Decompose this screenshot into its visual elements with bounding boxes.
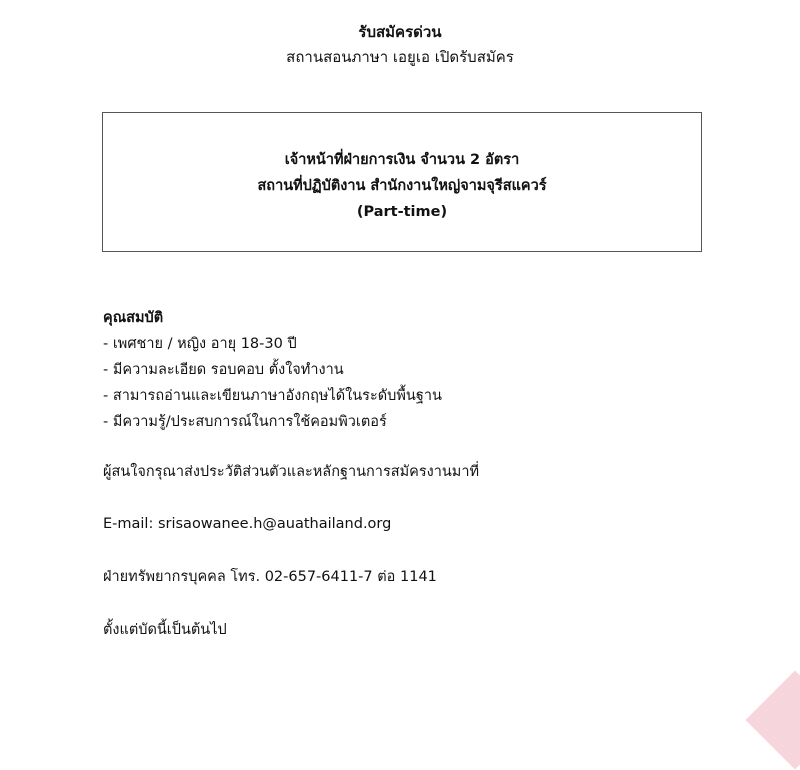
position-box bbox=[102, 112, 702, 252]
employment-type: (Part-time) bbox=[356, 204, 448, 220]
work-location: สถานที่ปฏิบัติงาน สำนักงานใหญ่จามจุรีสแควร์ bbox=[257, 178, 547, 194]
qualification-item: - มีความรู้/ประสบการณ์ในการใช้คอมพิวเตอร์ bbox=[103, 414, 387, 430]
closing-note: ตั้งแต่บัดนี้เป็นต้นไป bbox=[103, 622, 227, 638]
qualification-item: - มีความละเอียด รอบคอบ ตั้งใจทำงาน bbox=[103, 362, 344, 378]
qualification-item: - สามารถอ่านและเขียนภาษาอังกฤษได้ในระดับพื้นฐาน bbox=[103, 388, 442, 404]
qualification-item: - เพศชาย / หญิง อายุ 18-30 ปี bbox=[103, 336, 297, 352]
announcement-subtitle: สถานสอนภาษา เอยูเอ เปิดรับสมัคร bbox=[286, 48, 514, 66]
contact-email[interactable]: E-mail: srisaowanee.h@auathailand.org bbox=[103, 516, 392, 532]
contact-phone: ฝ่ายทรัพยากรบุคคล โทร. 02-657-6411-7 ต่อ 1141 bbox=[103, 569, 437, 585]
apply-instructions: ผู้สนใจกรุณาส่งประวัติส่วนตัวและหลักฐานการสมัครงานมาที่ bbox=[103, 464, 480, 480]
announcement-header bbox=[0, 20, 800, 70]
qualifications-section bbox=[103, 305, 743, 435]
announcement-title: รับสมัครด่วน bbox=[358, 23, 442, 41]
qualifications-heading: คุณสมบัติ bbox=[103, 310, 164, 326]
decorative-corner-accent bbox=[746, 671, 800, 770]
position-title: เจ้าหน้าที่ฝ่ายการเงิน จำนวน 2 อัตรา bbox=[284, 152, 520, 168]
